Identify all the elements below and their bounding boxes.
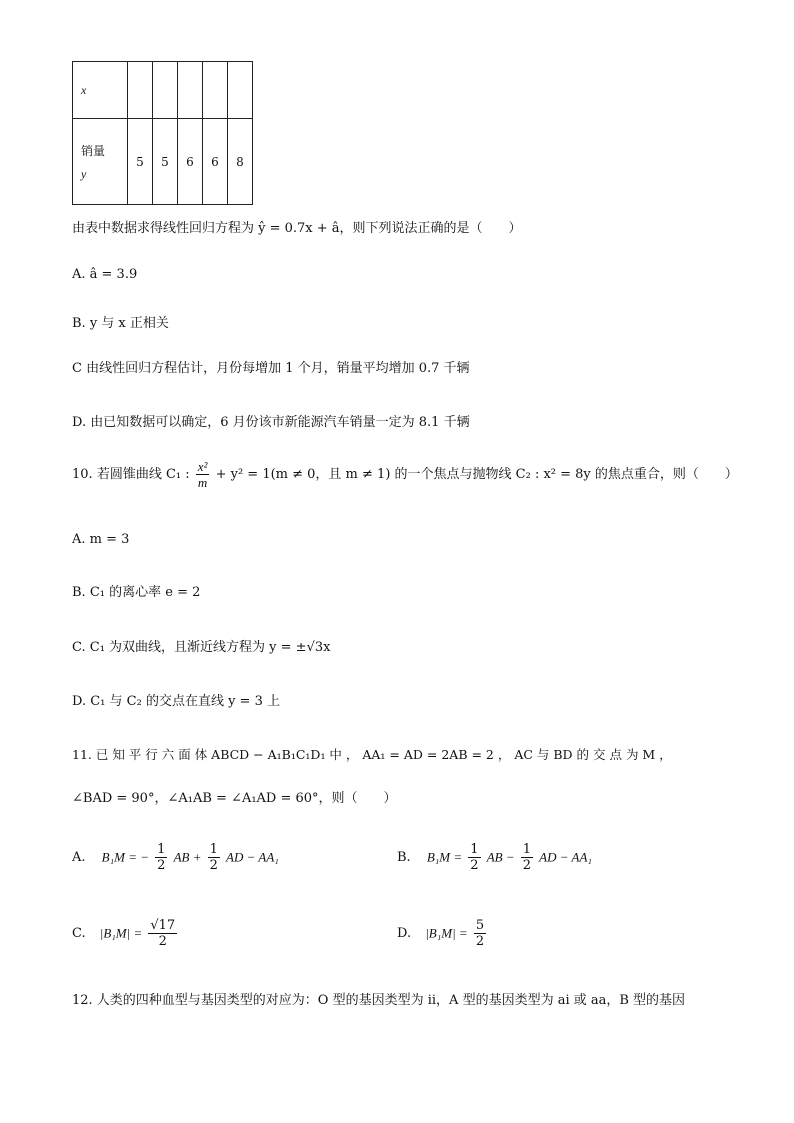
- table-cell: [228, 62, 253, 119]
- q12-stem: 12. 人类的四种血型与基因类型的对应为：O 型的基因类型为 ii，A 型的基因类型为 ai 或 aa，B 型的基因: [72, 993, 686, 1008]
- table-row: [73, 119, 253, 205]
- q11-b-lhs: B₁M =: [426, 849, 463, 865]
- table-cell: [178, 62, 203, 119]
- q10-fraction: [196, 459, 210, 490]
- q11-b-frac2-den: 2: [522, 858, 532, 873]
- table-cell: [203, 62, 228, 119]
- q11-a-frac2-num: 1: [209, 842, 218, 857]
- q11-d-den: 2: [475, 934, 485, 949]
- q11-d-label: D.: [397, 926, 412, 941]
- q10-option-a: A. m = 3: [72, 532, 130, 547]
- table-cell: [128, 62, 153, 119]
- q11-b-label: B.: [397, 850, 411, 865]
- q11-option-b: [397, 842, 592, 873]
- q11-c-label: C.: [72, 926, 86, 941]
- q11-c-frac: [148, 918, 177, 949]
- q9-stem: 由表中数据求得线性回归方程为 ŷ = 0.7x + â，则下列说法正确的是（ ）: [72, 221, 522, 236]
- q11-d-frac: [474, 918, 486, 949]
- q11-b-frac1-den: 2: [470, 858, 479, 873]
- q10-frac-den: m: [197, 475, 208, 490]
- q10-option-d: D. C₁ 与 C₂ 的交点在直线 y = 3 上: [72, 694, 280, 709]
- q11-a-lhs: B₁M = −: [101, 849, 150, 865]
- q11-a-frac2: [208, 842, 220, 873]
- table-cell: 5: [153, 119, 178, 205]
- q11-b-frac2: [521, 842, 533, 873]
- q11-c-lhs: |B₁M| =: [99, 925, 143, 941]
- q11-b-mid1: AB −: [486, 849, 515, 865]
- q10-stem: [72, 459, 738, 490]
- q9-option-d: D. 由已知数据可以确定，6 月份该市新能源汽车销量一定为 8.1 千辆: [72, 415, 470, 430]
- table-row: [73, 62, 253, 119]
- q10-stem-a: 若圆锥曲线 C₁ :: [96, 467, 190, 482]
- table-label-sales: 销量: [81, 143, 106, 158]
- q9-option-b: B. y 与 x 正相关: [72, 316, 169, 331]
- q11-c-num: √17: [150, 918, 176, 933]
- q11-c-den: 2: [158, 934, 167, 949]
- table-label-y: y: [81, 166, 87, 181]
- q11-a-mid1: AB +: [173, 849, 202, 865]
- q10-option-c: C. C₁ 为双曲线，且渐近线方程为 y = ±√3x: [72, 640, 331, 655]
- q11-b-frac1-num: 1: [470, 842, 479, 857]
- q9-option-a: A. â = 3.9: [72, 267, 138, 282]
- q9-option-c: C 由线性回归方程估计，月份每增加 1 个月，销量平均增加 0.7 千辆: [72, 361, 470, 376]
- q11-option-a: [72, 842, 279, 873]
- data-table: [72, 61, 253, 205]
- q11-a-frac1: [155, 842, 167, 873]
- table-header-x: x: [73, 62, 128, 119]
- q10-number: 10.: [72, 467, 93, 482]
- q11-d-lhs: |B₁M| =: [425, 925, 468, 941]
- table-cell: 5: [128, 119, 153, 205]
- q11-b-mid2: AD − AA₁: [539, 849, 592, 865]
- q11-a-mid2: AD − AA₁: [226, 849, 279, 865]
- q11-d-num: 5: [475, 918, 485, 933]
- q11-option-c: [72, 918, 179, 949]
- q10-frac-num: x²: [197, 459, 208, 474]
- table-cell: [153, 62, 178, 119]
- q11-option-d: [397, 918, 488, 949]
- q10-option-b: B. C₁ 的离心率 e = 2: [72, 585, 201, 600]
- q11-a-label: A.: [72, 850, 86, 865]
- q11-a-frac2-den: 2: [209, 858, 218, 873]
- q11-stem-line2: ∠BAD = 90°，∠A₁AB = ∠A₁AD = 60°，则（ ）: [72, 791, 397, 806]
- q11-stem-line1: 11. 已 知 平 行 六 面 体 ABCD − A₁B₁C₁D₁ 中 ， AA₁ = AD = 2AB = 2 ， AC 与 BD 的 交 点 为 M ，: [72, 747, 672, 762]
- q11-a-frac1-num: 1: [157, 842, 166, 857]
- q11-b-frac2-num: 1: [522, 842, 532, 857]
- table-cell: 6: [178, 119, 203, 205]
- table-header-y: [73, 119, 128, 205]
- q10-stem-b: + y² = 1(m ≠ 0，且 m ≠ 1) 的一个焦点与抛物线 C₂ : x² = 8y 的焦点重合，则（ ）: [215, 467, 738, 482]
- q11-a-frac1-den: 2: [157, 858, 166, 873]
- table-cell: 8: [228, 119, 253, 205]
- table-cell: 6: [203, 119, 228, 205]
- q11-b-frac1: [468, 842, 480, 873]
